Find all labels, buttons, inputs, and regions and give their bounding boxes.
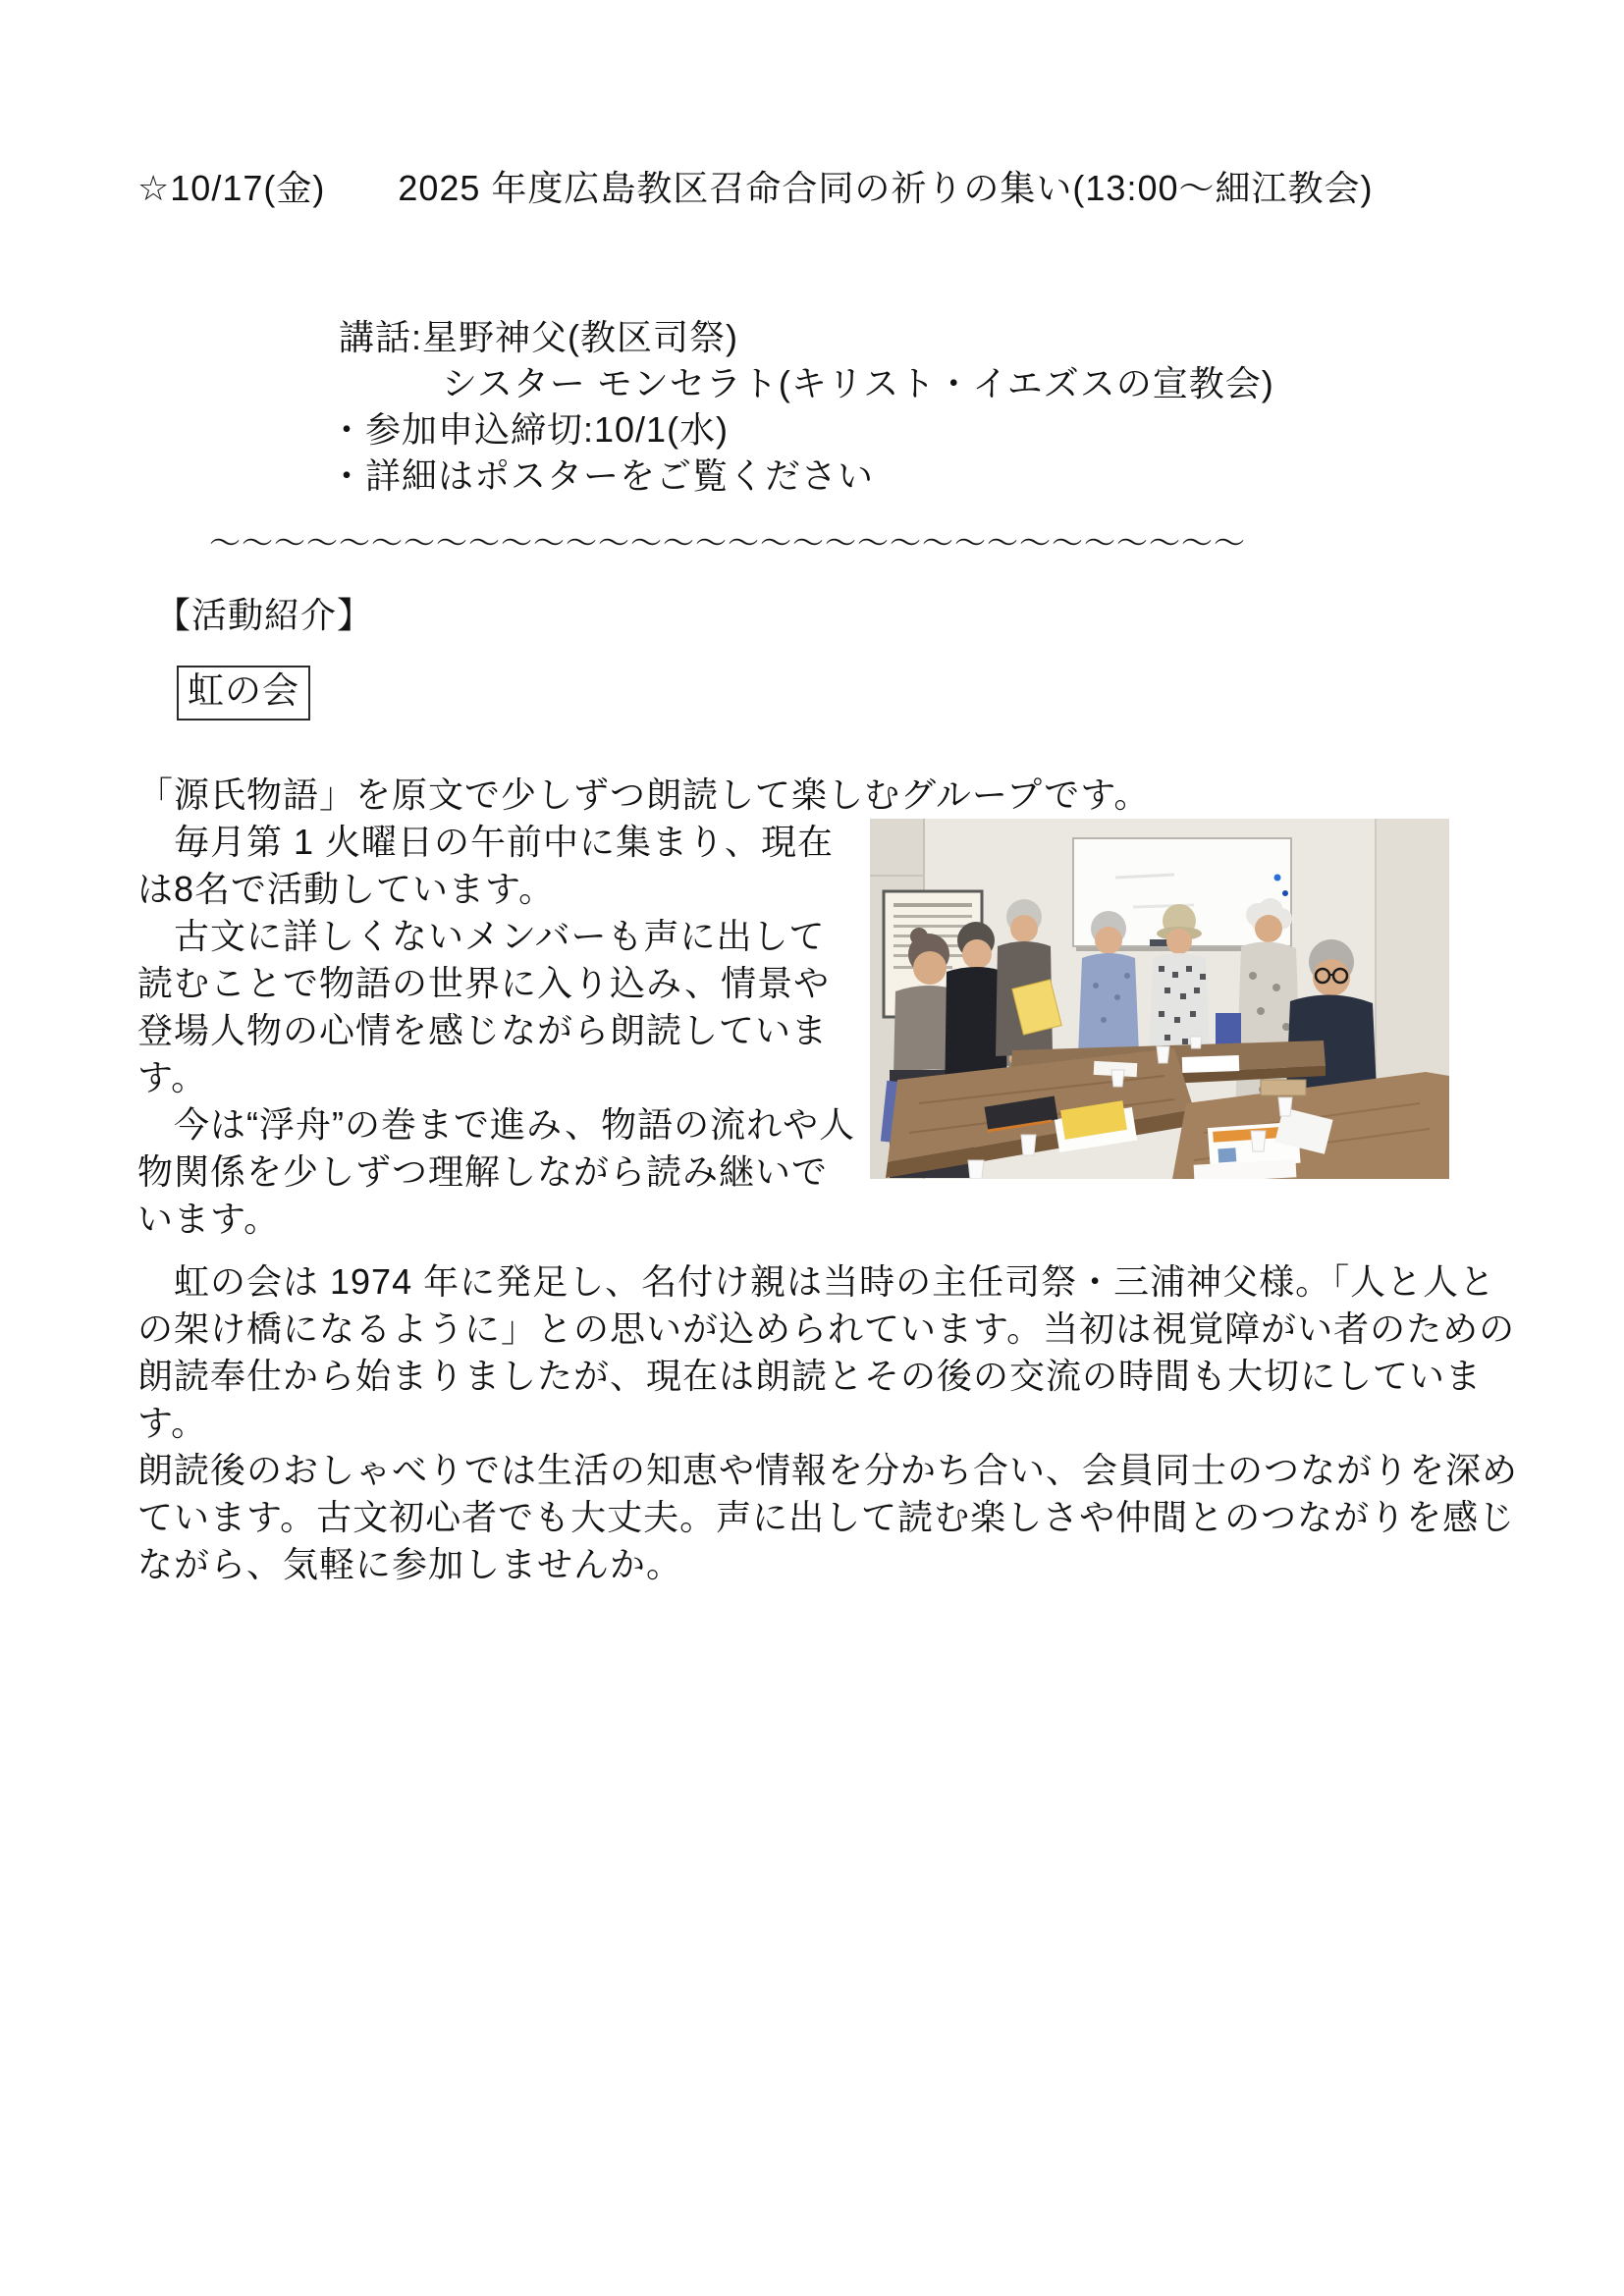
article-photo-section (137, 819, 1524, 1243)
section-header: 【活動紹介】 (155, 595, 374, 635)
article-para-now: 今は“浮舟”の巻まで進み、物語の流れや人物関係を少しずつ理解しながら読み継いでいます。 (137, 1104, 856, 1239)
page-content (137, 165, 1524, 1588)
event-lecture2-line: シスター モンセラト(キリスト・イエズスの宣教会) (442, 363, 1274, 403)
group-photo (870, 819, 1449, 1179)
event-deadline-line: ・参加申込締切:10/1(水) (329, 409, 730, 450)
wavy-separator: 〜〜〜〜〜〜〜〜〜〜〜〜〜〜〜〜〜〜〜〜〜〜〜〜〜〜〜〜〜〜〜〜 (209, 525, 1247, 561)
group-photo-illustration (870, 819, 1449, 1179)
event-lecture-line: 講話:星野神父(教区司祭) (339, 317, 738, 357)
whiteboard-magnet (1274, 875, 1281, 881)
event-poster-line: ・詳細はポスターをご覧ください (329, 455, 875, 496)
article-para-closing: 朗読後のおしゃべりでは生活の知恵や情報を分かち合い、会員同士のつながりを深めています。古文初心者でも大丈夫。声に出して読む楽しさや仲間とのつながりを感じながら、気軽に参加しませんか。 (137, 1450, 1519, 1584)
article-body (137, 772, 1524, 1588)
article-intro: 「源氏物語」を原文で少しずつ朗読して楽しむグループです。 (137, 774, 1151, 815)
article-para-kobun: 古文に詳しくないメンバーも声に出して読むことで物語の世界に入り込み、情景や登場人物の心情を感じながら朗読しています。 (137, 916, 831, 1097)
basket (1261, 1080, 1306, 1095)
article-para-history: 虹の会は 1974 年に発足し、名付け親は当時の主任司祭・三浦神父様。「人と人との架け橋になるように」との思いが込められています。当初は視覚障がい者のための朗読奉仕から始まりましたが、現在は朗読とその後の交流の時間も大切にしています。 (137, 1261, 1516, 1443)
event-details (137, 314, 1524, 499)
group-name-box: 虹の会 (177, 666, 310, 721)
event-title: ☆10/17(金) 2025 年度広島教区召命合同の祈りの集い(13:00〜細江教会) (137, 168, 1374, 208)
article-para-monthly: 毎月第 1 火曜日の午前中に集まり、現在は8名で活動しています。 (137, 822, 835, 909)
